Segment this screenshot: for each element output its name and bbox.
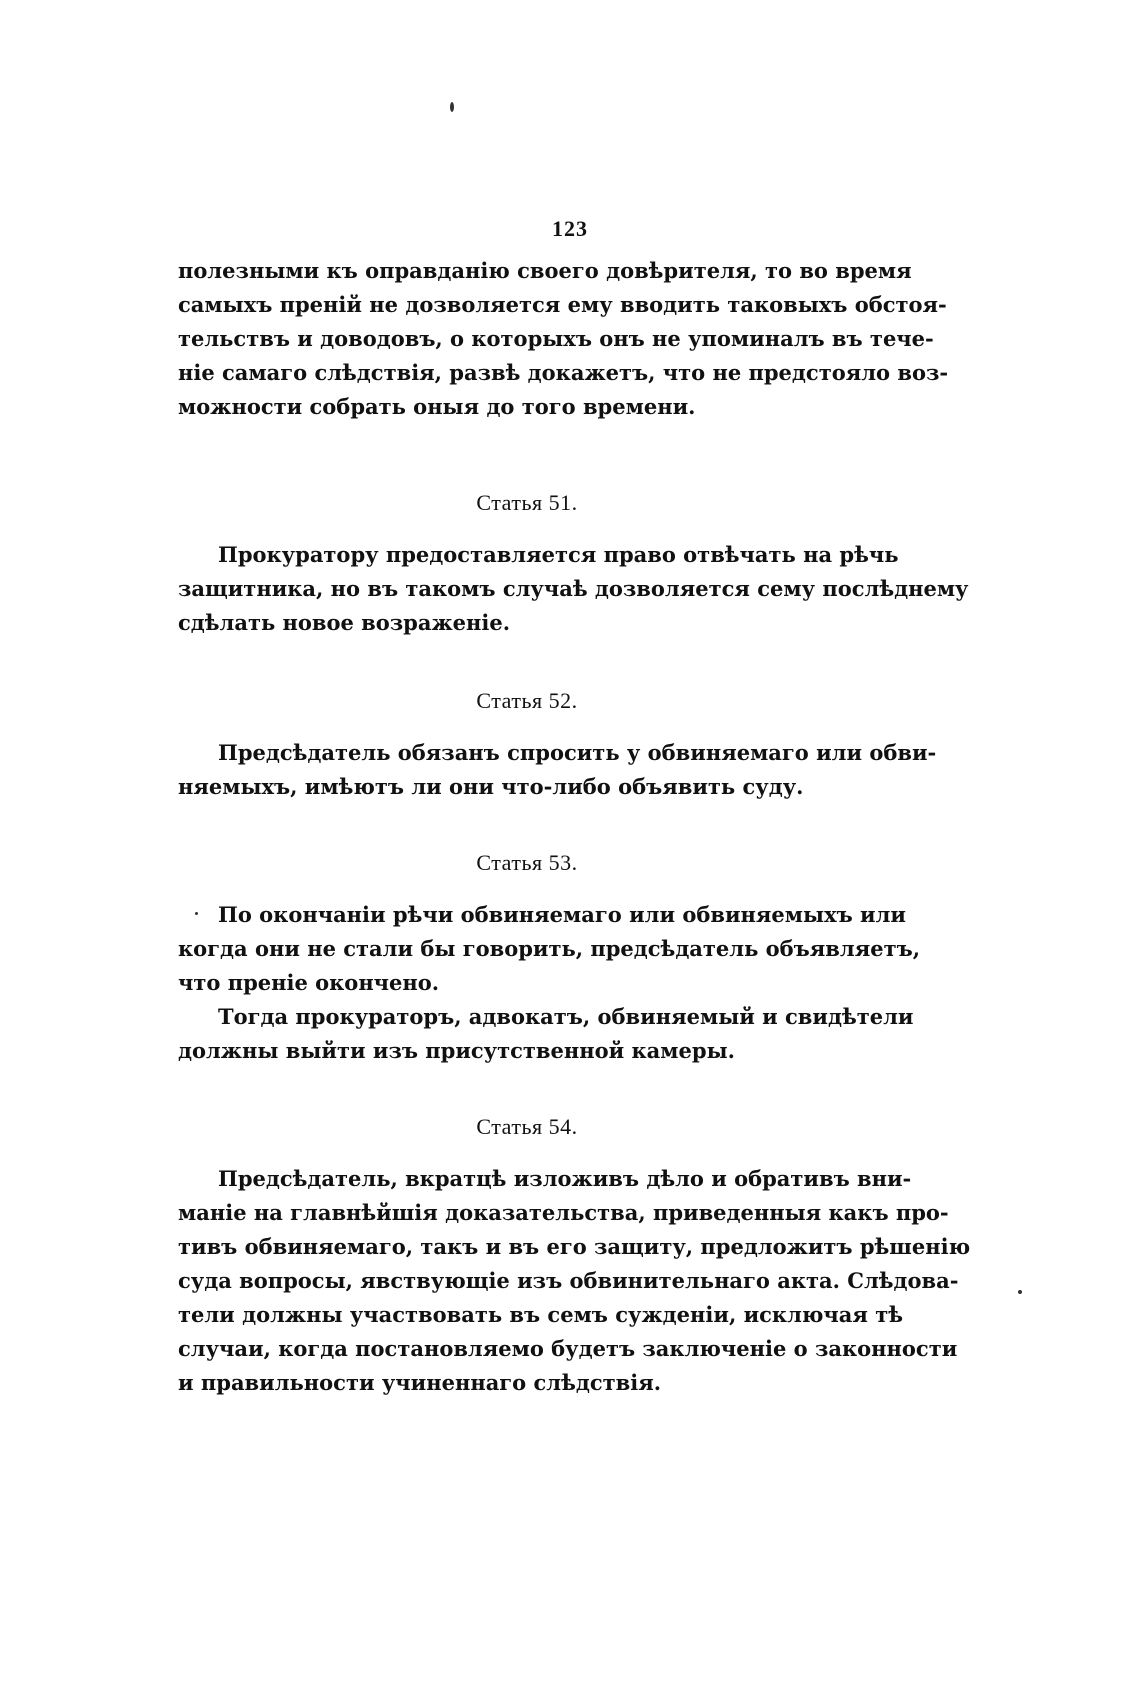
intro-paragraph — [178, 254, 949, 424]
article-52 — [178, 684, 876, 718]
article-54-paragraph — [178, 1162, 971, 1400]
article-51 — [178, 486, 876, 520]
text-line: тельствъ и доводовъ, о которыхъ онъ не упоминалъ въ тече- — [178, 326, 934, 351]
text-line: самыхъ преній не дозволяется ему вводить таковыхъ обстоя- — [178, 292, 947, 317]
text-line: По окончаніи рѣчи обвиняемаго или обвиняемыхъ или — [218, 902, 906, 927]
article-heading: Статья 53. — [476, 850, 578, 875]
text-line: тивъ обвиняемаго, такъ и въ его защиту, предложитъ рѣшенію — [178, 1234, 971, 1259]
text-line: защитника, но въ такомъ случаѣ дозволяется сему послѣднему — [178, 576, 969, 601]
text-line: Предсѣдатель, вкратцѣ изложивъ дѣло и обративъ вни- — [218, 1166, 912, 1191]
ink-speck — [1018, 1290, 1022, 1294]
text-line: Тогда прокураторъ, адвокатъ, обвиняемый и свидѣтели — [218, 1004, 914, 1029]
text-line: ніе самаго слѣдствія, развѣ докажетъ, что не предстояло воз- — [178, 360, 949, 385]
text-line: суда вопросы, явствующіе изъ обвинительнаго акта. Слѣдова- — [178, 1268, 959, 1293]
text-line: должны выйти изъ присутственной камеры. — [178, 1038, 735, 1063]
article-51-paragraph — [178, 538, 969, 640]
text-line: можности собрать оныя до того времени. — [178, 394, 696, 419]
ink-speck — [195, 912, 198, 915]
page-number: 123 — [552, 216, 588, 241]
article-heading: Статья 51. — [476, 490, 578, 515]
text-line: полезными къ оправданію своего довѣрителя, то во время — [178, 258, 912, 283]
article-53-paragraph-2 — [178, 1000, 914, 1068]
text-line: что преніе окончено. — [178, 970, 440, 995]
text-line: случаи, когда постановляемо будетъ заключеніе о законности — [178, 1336, 958, 1361]
text-line: няемыхъ, имѣютъ ли они что-либо объявить суду. — [178, 774, 804, 799]
text-line: тели должны участвовать въ семъ сужденіи, исключая тѣ — [178, 1302, 904, 1327]
text-line: и правильности учиненнаго слѣдствія. — [178, 1370, 662, 1395]
article-heading: Статья 54. — [476, 1114, 578, 1139]
article-53 — [178, 846, 876, 880]
text-line: сдѣлать новое возраженіе. — [178, 610, 511, 635]
text-line: Прокуратору предоставляется право отвѣчать на рѣчь — [218, 542, 899, 567]
text-line: Предсѣдатель обязанъ спросить у обвиняемаго или обви- — [218, 740, 937, 765]
article-53-paragraph-1 — [178, 898, 921, 1000]
article-54 — [178, 1110, 876, 1144]
article-heading: Статья 52. — [476, 688, 578, 713]
text-line: маніе на главнѣйшія доказательства, приведенныя какъ про- — [178, 1200, 949, 1225]
text-line: когда они не стали бы говорить, предсѣдатель объявляетъ, — [178, 936, 921, 961]
ink-speck — [450, 102, 454, 112]
article-52-paragraph — [178, 736, 937, 804]
